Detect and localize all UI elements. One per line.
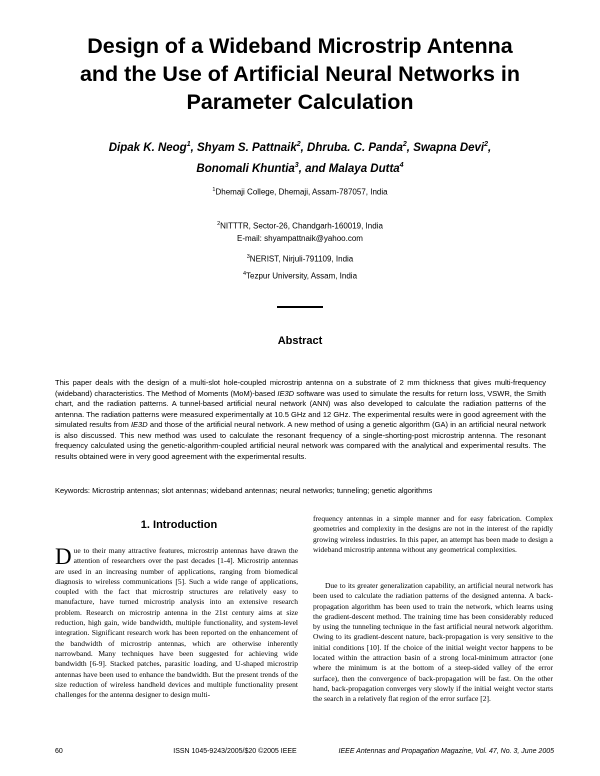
affiliation-mark: 2 xyxy=(217,221,221,227)
affiliation-mark: 1 xyxy=(212,187,216,193)
author-name: Swapna Devi xyxy=(413,141,485,154)
abstract-text-part: software was used to simulate the results for return loss, VSWR, the Smith chart, and the radiation patterns. A tunnel-based artificial neural network (ANN) was also developed to calculate the radiation patterns of the antenna. The radiation patterns were measured experimentally at 10.5 GHz and 12 GHz. The experimental results were in good agreement with the simulated results from xyxy=(55,388,546,429)
paper-title xyxy=(40,32,560,116)
footer-issn: ISSN 1045-9243/2005/$20 ©2005 IEEE xyxy=(173,748,297,755)
intro-paragraph-2: Due to its greater generalization capability, an artificial neural network has been used to calculate the radiation patterns of the designed antenna. A back-propagation algorithm has been used to train the network, which learns using the gradient-descent method. The training time has been considerably reduced by using the tunneling technique in the fast artificial neural network algorithm. Owing to its gradient-descent nature, back-propagation is very sensitive to the initial conditions [10]. If the choice of the initial weight vector happens to be located within the attraction basin of a strong local-minimum attractor (one where the minimum is at the bottom of a steep-sided valley of the error surface), then the convergence of back-propagation will be fast. On the other hand, back-propagation converges very slowly if the initial weight vector starts the search in a relatively flat region of the error surface [2]. xyxy=(313,581,553,704)
section-heading-introduction: 1. Introduction xyxy=(140,519,218,531)
author-name: Dipak K. Neog xyxy=(108,141,187,154)
title-line-2: and the Use of Artificial Neural Networks in xyxy=(79,62,521,86)
drop-cap: D xyxy=(55,544,72,569)
author-name: Shyam S. Pattnaik xyxy=(197,141,297,154)
affiliation-mark: 4 xyxy=(242,271,247,277)
title-line-1: Design of a Wideband Microstrip Antenna xyxy=(87,34,513,58)
keywords: Keywords: Microstrip antennas; slot antennas; wideband antennas; neural networks; tunneling; genetic algorithms xyxy=(55,486,433,495)
affiliation-mark: 3 xyxy=(246,254,250,260)
affiliation-1 xyxy=(100,184,500,199)
intro-left-column xyxy=(55,546,298,700)
author-list: Dipak K. Neog$^1$, Shyam S. Pattnaik$^2$, Dhruba. C. Panda$^2$, Swapna Devi$^2$, Bonomali Khuntia$^3$, and Malaya Dutta$^4$ xyxy=(108,141,492,175)
author-affil-mark: 2 xyxy=(296,141,301,148)
affiliation-2 xyxy=(100,218,500,245)
author-name: Bonomali Khuntia xyxy=(196,162,295,175)
intro-right-column-continuation: frequency antennas in a simple manner and for easy fabrication. Complex geometries and complexity in the designs are not in the interest of the rapidly growing wireless industries. In this paper, an attempt has been made to design a wideband microstrip antenna without any geometrical complexities. xyxy=(313,514,553,554)
author-name: Malaya Dutta xyxy=(328,162,400,175)
affiliation-text: Dhemaji College, Dhemaji, Assam-787057, India xyxy=(215,187,388,197)
abstract-text-part: This paper deals with the design of a multi-slot hole-coupled microstrip antenna on a substrate of 2 mm thickness that gives multi-frequency (wideband) characteristics. The Method of Moments (MoM)-based xyxy=(55,378,546,398)
footer-journal: IEEE Antennas and Propagation Magazine, Vol. 47, No. 3, June 2005 xyxy=(338,748,554,755)
contact-email[interactable]: E-mail: shyampattnaik@yahoo.com xyxy=(237,233,363,243)
software-name: IE3D xyxy=(130,420,148,429)
affiliation-text: NITTTR, Sector-26, Chandgarh-160019, India xyxy=(220,221,383,231)
page-number: 60 xyxy=(55,748,63,755)
author-affil-mark: 3 xyxy=(294,161,299,169)
abstract-text-part: and those of the artificial neural network. A new method of using a genetic algorithm (GA) in an artificial neural network is also discussed. This new method was used to calculate the resonant frequency of a single-shorting-post microstrip antenna. The resonant frequency calculated using the genetic-algorithm-coupled artificial neural network was compared with the analytical and experimental results. The results obtained were in very good agreement with the experimental results. xyxy=(55,420,546,461)
title-divider xyxy=(277,306,323,308)
author-name: Dhruba. C. Panda xyxy=(307,141,403,154)
abstract-heading: Abstract xyxy=(277,335,323,347)
software-name: IE3D xyxy=(277,388,295,398)
affiliation-3 xyxy=(100,251,500,266)
author-affil-mark: 2 xyxy=(402,141,407,148)
intro-paragraph-1: ue to their many attractive features, microstrip antennas have drawn the attention of researchers over the past decades [1-4]. Microstrip antennas are used in an increasing number of applications, ranging from biomedical diagnosis to wireless communications [5]. Such a wide range of applications, coupled with the fact that microstrip structures are relatively easy to manufacture, have turned microstrip analysis into an extensive research problem. Research on microstrip antenna in the 21st century aims at size reduction, high gain, wide bandwidth, multiple functionality, and system-level integration. Significant research work has been reported on the enhancement of the bandwidth of microstrip antennas, which are otherwise inherently narrowband. Many techniques have been suggested for achieving wide bandwidth [6-9]. Stacked patches, parasitic loading, and U-shaped microstrip antennas have been used to enhance the bandwidth. But the present trends of the size reduction of wireless handheld devices and multiple functionality present challenges for the antenna designer to design multi- xyxy=(55,546,298,700)
author-affil-mark: 1 xyxy=(186,141,191,148)
author-affil-mark: 4 xyxy=(399,161,404,169)
title-line-3: Parameter Calculation xyxy=(186,90,414,114)
author-affil-mark: 2 xyxy=(484,141,489,148)
affiliation-text: Tezpur University, Assam, India xyxy=(246,271,358,281)
affiliation-4 xyxy=(100,268,500,283)
abstract-body xyxy=(55,378,546,462)
affiliation-text: NERIST, Nirjuli-791109, India xyxy=(249,254,354,264)
